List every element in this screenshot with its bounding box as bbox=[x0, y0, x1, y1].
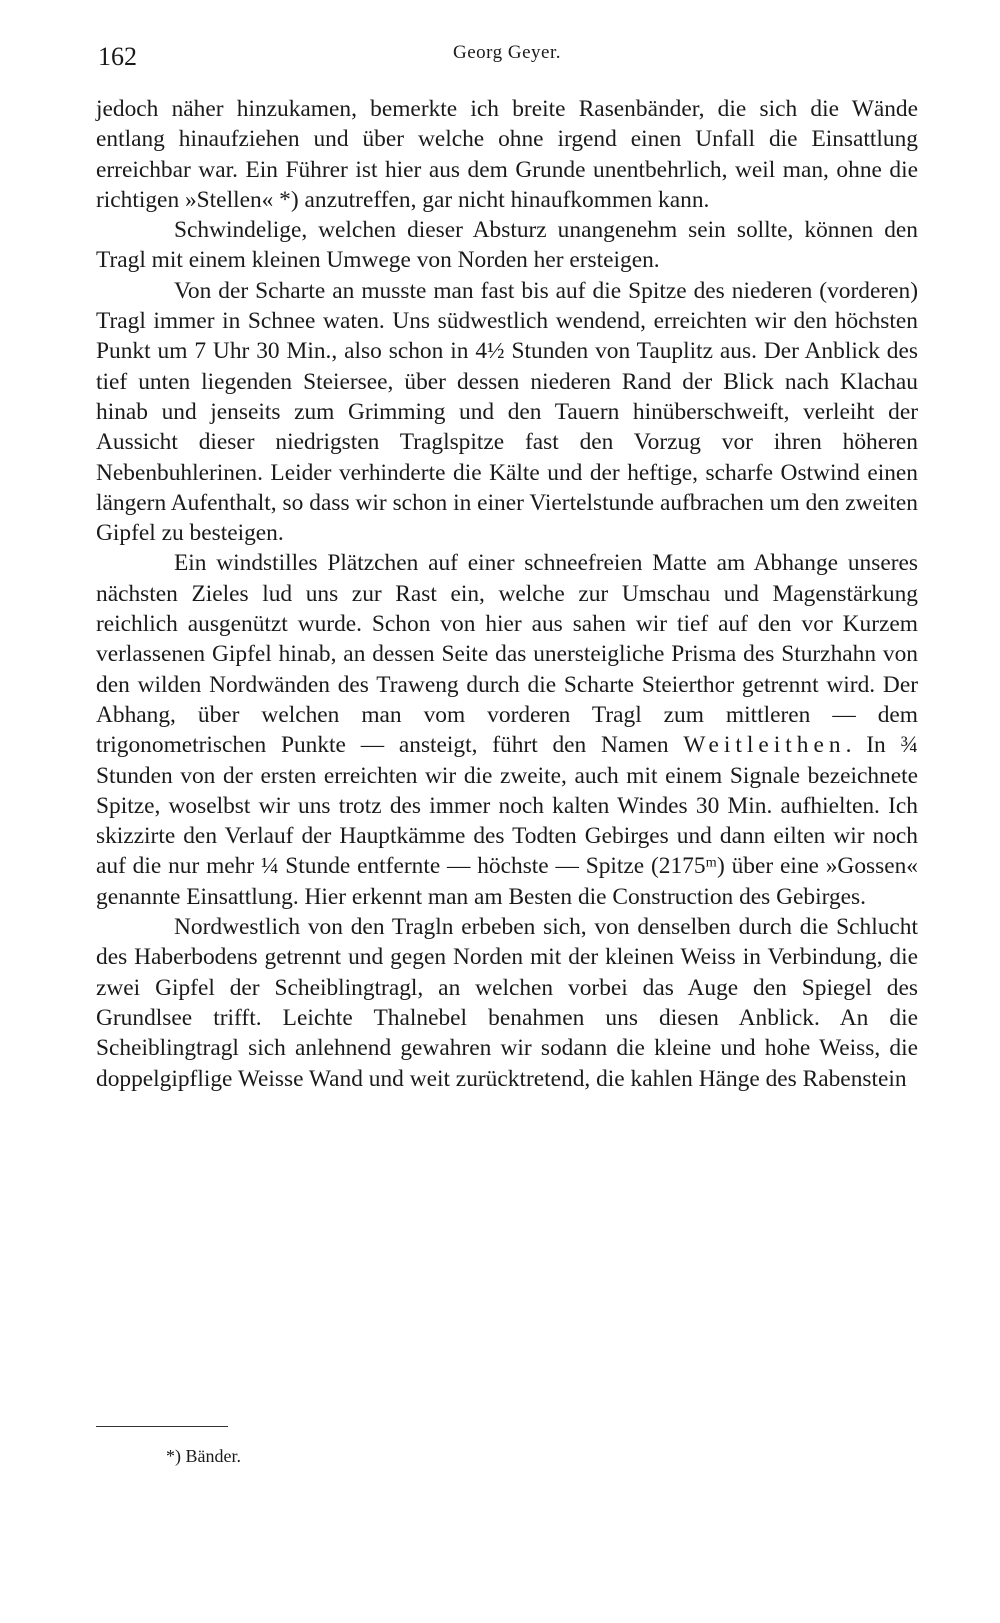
page-number: 162 bbox=[98, 42, 137, 71]
running-head: Georg Geyer. bbox=[452, 42, 561, 63]
footnote: *) Bänder. bbox=[166, 1446, 241, 1466]
paragraph-4-part-2: . In ¾ Stunden von der ersten erreichten wir die zweite, auch mit einem Signale bezeichnete Spitze, woselbst wir uns trotz des immer noch kalten Windes 30 Min. aufhielten. Ich skizzirte den Verlauf der Hauptkämme des Todten Gebirges und dann eilten wir noch auf die nur mehr ¼ Stunde entfernte — höchste — Spitze (2175ᵐ) über eine »Gossen« genannte Einsattlung. Hier erkennt man am Besten die Construction des Gebirges. bbox=[96, 732, 918, 910]
footnote-divider bbox=[96, 1426, 228, 1427]
spaced-name: Weitleithen bbox=[683, 732, 846, 759]
page-header bbox=[96, 34, 918, 74]
paragraph-3: Von der Scharte an musste man fast bis auf die Spitze des niederen (vorderen) Tragl immer in Schnee waten. Uns südwestlich wendend, erreichten wir den höchsten Punkt um 7 Uhr 30 Min., also schon in 4½ Stunden von Tauplitz aus. Der Anblick des tief unten liegenden Steiersee, über dessen niederen Rand der Blick nach Klachau hinab und jenseits zum Grimming und den Tauern hinüberschweift, verleiht der Aussicht dieser niedrigsten Traglspitze fast den Vorzug vor ihren höheren Nebenbuhlerinen. Leider verhinderte die Kälte und der heftige, scharfe Ostwind einen längern Aufenthalt, so dass wir schon in einer Viertelstunde aufbrachen um den zweiten Gipfel zu besteigen. bbox=[96, 277, 918, 547]
body-text bbox=[96, 94, 918, 1094]
paragraph-2: Schwindelige, welchen dieser Absturz unangenehm sein sollte, können den Tragl mit einem kleinen Umwege von Norden her ersteigen. bbox=[96, 217, 918, 274]
paragraph-5: Nordwestlich von den Tragln erbeben sich, von denselben durch die Schlucht des Haberbodens getrennt und gegen Norden mit der kleinen Weiss in Verbindung, die zwei Gipfel der Scheiblingtragl, an welchen vorbei das Auge den Spiegel des Grundlsee trifft. Leichte Thalnebel benahmen uns diesen Anblick. An die Scheiblingtragl sich anlehnend gewahren wir sodann die kleine und hohe Weiss, die doppelgipflige Weisse Wand und weit zurücktretend, die kahlen Hänge des Rabenstein bbox=[96, 914, 918, 1092]
paragraph-4-part-1: Ein windstilles Plätzchen auf einer schneefreien Matte am Abhange unseres nächsten Zieles lud uns zur Rast ein, welche zur Umschau und Magenstärkung reichlich ausgenützt wurde. Schon von hier aus sahen wir tief auf den vor Kurzem verlassenen Gipfel hinab, an dessen Seite das unersteigliche Prisma des Sturzhahn von den wilden Nordwänden des Traweng durch die Scharte Steierthor getrennt wird. Der Abhang, über welchen man vom vorderen Tragl zum mittleren — dem trigonometrischen Punkte — ansteigt, führt den Namen bbox=[96, 550, 918, 759]
paragraph-1: jedoch näher hinzukamen, bemerkte ich breite Rasenbänder, die sich die Wände entlang hinaufziehen und über welche ohne irgend einen Unfall die Einsattlung erreichbar war. Ein Führer ist hier aus dem Grunde unentbehrlich, weil man, ohne die richtigen »Stellen« *) anzutreffen, gar nicht hinaufkommen kann. bbox=[96, 96, 918, 213]
book-page bbox=[96, 34, 918, 1466]
paragraph-4 bbox=[96, 548, 918, 912]
